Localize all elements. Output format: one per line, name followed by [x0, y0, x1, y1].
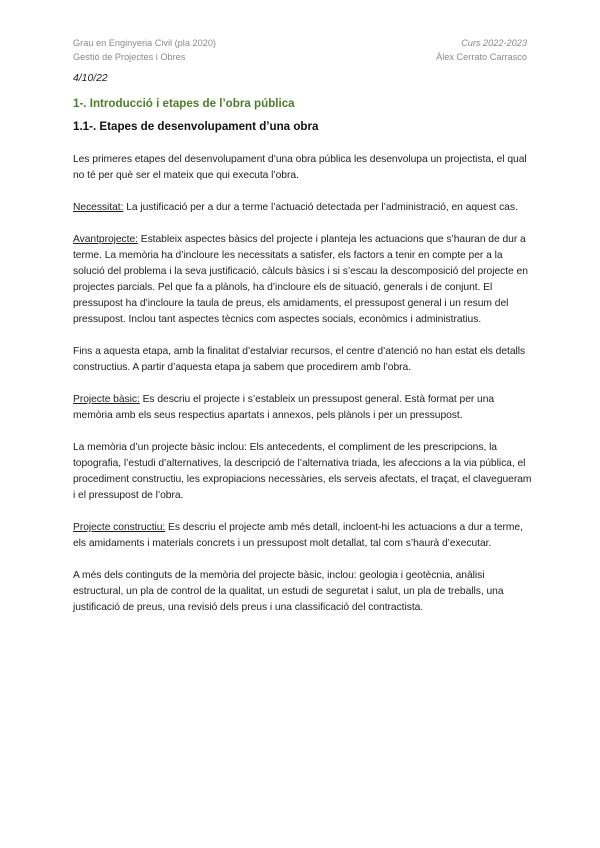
lecture-date: 4/10/22	[73, 73, 108, 84]
term-necessitat: Necessitat:	[73, 202, 124, 213]
definition-avantprojecte: Estableix aspectes bàsics del projecte i planteja les actuacions que s’hauran de dur a terme. La memòria ha d’incloure les necessitats a satisfer, els factors a tenir en compte per a la solució del problema i la seva justificació, càlculs bàsics i si s’escau la descomposició del projecte en projectes parcials. Pel que fa a plànols, ha d’incloure els de situació, generals i de conjunt. El pressupost ha d’incloure la taula de preus, els amidaments, el pressupost general i un resum del pressupost. Inclou tant aspectes tècnics com aspectes socials, econòmics i administratius.	[73, 234, 528, 325]
section-title: 1-. Introducció i etapes de l’obra pública	[73, 97, 295, 110]
paragraph-avantprojecte	[73, 232, 533, 328]
term-avantprojecte: Avantprojecte:	[73, 234, 138, 245]
subject-name: Gestió de Projectes i Obres	[73, 52, 186, 62]
paragraph-fins-etapa: Fins a aquesta etapa, amb la finalitat d’estalviar recursos, el centre d’atenció no han estat els detalls constructius. A partir d’aquesta etapa ja sabem que procedirem amb l’obra.	[73, 346, 526, 373]
paragraph-necessitat	[73, 200, 533, 216]
term-projecte-basic: Projecte bàsic:	[73, 394, 140, 405]
header-left	[73, 36, 216, 64]
definition-projecte-basic: Es descriu el projecte i s’estableix un pressupost general. Està format per una memòria amb els seus respectius apartats i annexos, pels plànols i per un pressupost.	[73, 394, 495, 421]
paragraph-projecte-constructiu	[73, 520, 533, 552]
term-projecte-constructiu: Projecte constructiu:	[73, 522, 166, 533]
degree-name: Grau en Enginyeria Civil (pla 2020)	[73, 38, 216, 48]
paragraph-memoria-basic: La memòria d’un projecte bàsic inclou: Els antecedents, el compliment de les prescripcions, la topografia, l’estudi d’alternatives, la descripció de l’alternativa triada, les afeccions a la via pública, el procediment constructiu, les expropiacions necessàries, els serveis afectats, el traçat, el clavegueram i el pressupost de l’obra.	[73, 442, 532, 501]
header-right	[436, 36, 527, 64]
definition-projecte-constructiu: Es descriu el projecte amb més detall, incloent-hi les actuacions a dur a terme, els amidaments i materials concrets i un pressupost molt detallat, tal com s’haurà d’executar.	[73, 522, 523, 549]
subsection-title: 1.1-. Etapes de desenvolupament d’una obra	[73, 120, 319, 133]
paragraph-intro: Les primeres etapes del desenvolupament d’una obra pública les desenvolupa un projectista, el qual no té per què ser el mateix que qui executa l’obra.	[73, 154, 527, 181]
course-year: Curs 2022-2023	[461, 38, 527, 48]
paragraph-ames: A més dels continguts de la memòria del projecte bàsic, inclou: geologia i geotècnia, anàlisi estructural, un pla de control de la qualitat, un estudi de seguretat i salut, un pla de treballs, una justificació de preus, una revisió dels preus i una classificació del contractista.	[73, 570, 504, 613]
paragraph-projecte-basic	[73, 392, 533, 424]
author-name: Àlex Cerrato Carrasco	[436, 52, 527, 62]
definition-necessitat: La justificació per a dur a terme l’actuació detectada per l’administració, en aquest cas.	[123, 202, 518, 213]
document-body	[73, 72, 533, 632]
